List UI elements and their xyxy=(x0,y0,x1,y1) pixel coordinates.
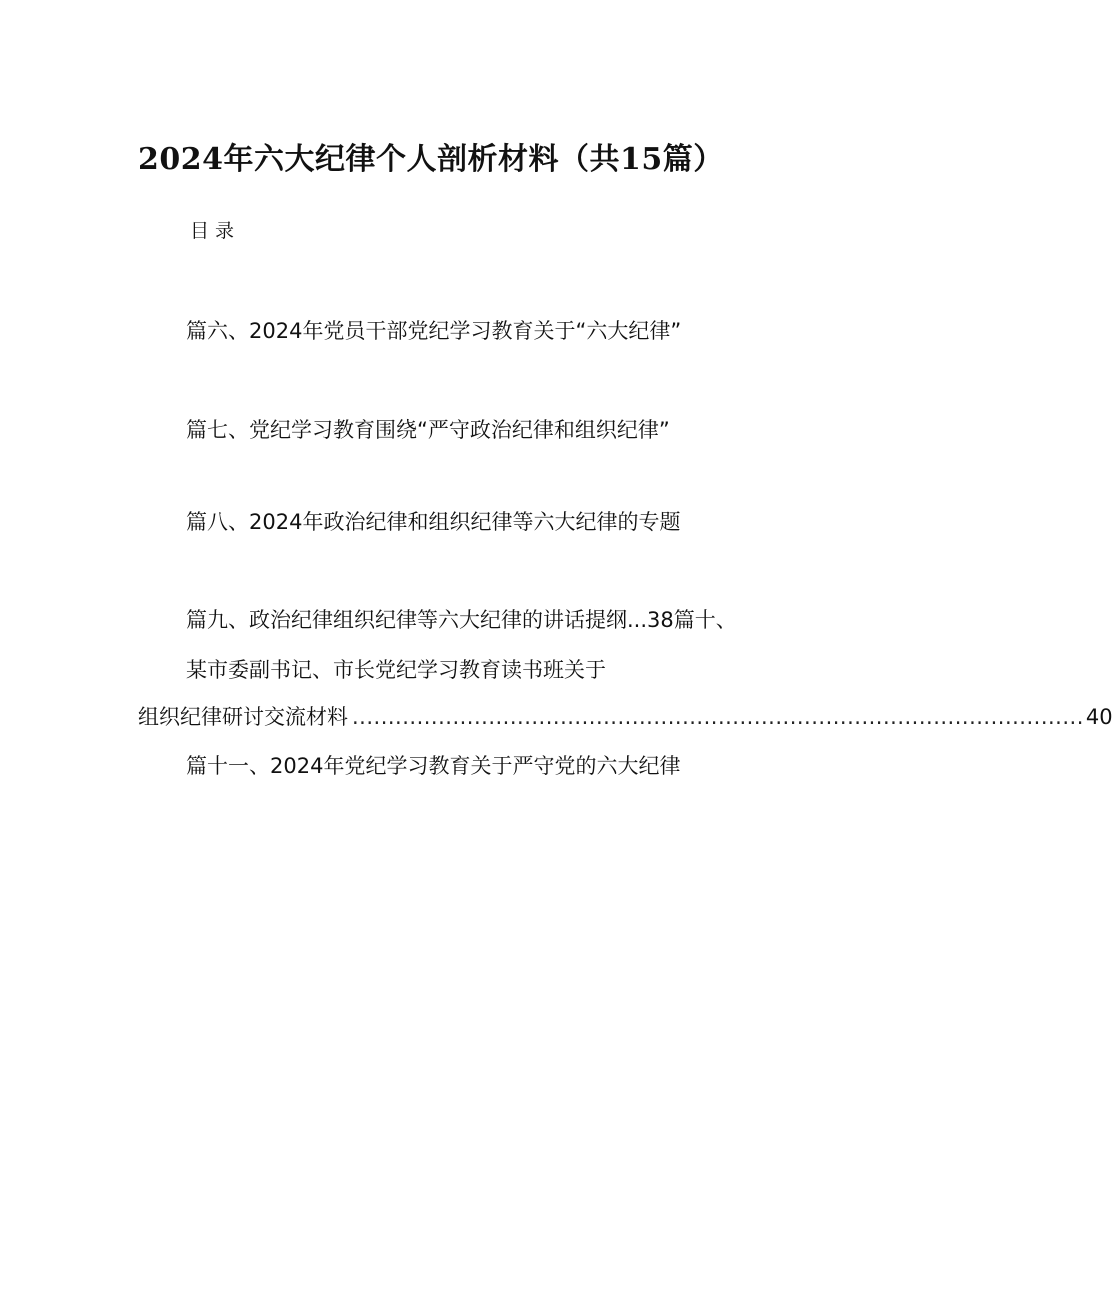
toc-entry-10-text: 组织纪律研讨交流材料 xyxy=(138,705,348,729)
toc-heading: 目录 xyxy=(190,220,241,242)
toc-entry-8[interactable]: 篇八、2024年政治纪律和组织纪律等六大纪律的专题 xyxy=(186,510,681,534)
toc-entry-10-line2[interactable] xyxy=(138,702,1113,732)
document-title: 2024年六大纪律个人剖析材料（共15篇） xyxy=(138,142,724,177)
toc-entry-10-line1[interactable]: 某市委副书记、市长党纪学习教育读书班关于 xyxy=(186,658,606,682)
toc-entry-7[interactable]: 篇七、党纪学习教育围绕“严守政治纪律和组织纪律” xyxy=(186,418,670,442)
toc-entry-6[interactable]: 篇六、2024年党员干部党纪学习教育关于“六大纪律” xyxy=(186,319,682,343)
toc-entry-11[interactable]: 篇十一、2024年党纪学习教育关于严守党的六大纪律 xyxy=(186,754,681,778)
toc-page-number: 40 xyxy=(1085,705,1113,729)
toc-entry-9[interactable]: 篇九、政治纪律组织纪律等六大纪律的讲话提纲...38篇十、 xyxy=(186,608,737,632)
toc-dot-leader: ...................................................................................................... xyxy=(352,705,1084,729)
